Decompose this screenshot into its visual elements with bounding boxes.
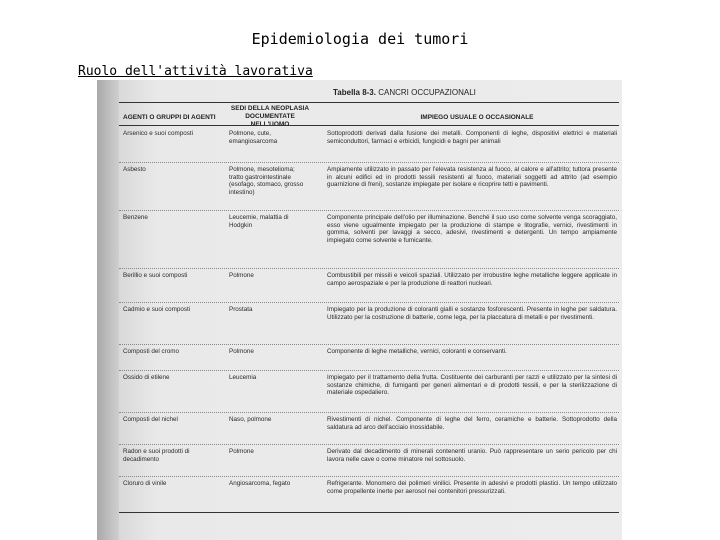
row-site: Leucemie, malattia di Hodgkin bbox=[229, 214, 289, 229]
header-bottom-rule bbox=[119, 125, 619, 126]
row-agent: Cloruro di vinile bbox=[123, 480, 167, 487]
row-use: Impiegato per il trattamento della frutta. Costituente dei carburanti per razzi e utilizzato per la sintesi di sostanze chimiche, di fumiganti per generi alimentari e di prodotti tessili, e per la sterilizzazione di materiale ospedaliero. bbox=[327, 374, 617, 397]
row-site: Polmone bbox=[229, 448, 254, 455]
header-top-rule bbox=[119, 102, 619, 103]
page-edge bbox=[97, 80, 119, 540]
row-site: Polmone, cute, emangiosarcoma bbox=[229, 130, 278, 145]
row-divider bbox=[119, 370, 619, 371]
row-site: Naso, polmone bbox=[229, 416, 272, 423]
scanned-table-image bbox=[97, 80, 622, 540]
row-agent: Cadmio e suoi composti bbox=[123, 306, 191, 313]
row-agent: Composti del nichel bbox=[123, 416, 178, 423]
row-divider bbox=[119, 268, 619, 269]
row-use: Refrigerante. Monomero dei polimeri vinilici. Presente in adesivi e prodotti plastici. Un tempo utilizzato come propellente inerte per aerosol nei contenitori pressurizzati. bbox=[327, 480, 617, 495]
row-use: Ampiamente utilizzato in passato per l'elevata resistenza al fuoco, al calore e all'attrito; tuttora presente in alcuni edifici ed in prodotti tessili resistenti al fuoco, materiali soggetti ad attrito (ad esempio guarnizione di freni), sostanze impiegate per isolare e ricoprire tetti e pavimenti. bbox=[327, 166, 617, 189]
row-divider bbox=[119, 412, 619, 413]
row-divider bbox=[119, 302, 619, 303]
row-use: Impiegato per la produzione di coloranti gialli e sostanze fosforescenti. Presente in leghe per saldatura. Utilizzato per la costruzione di batterie, come lega, per la placcatura di metalli e per rivestimenti. bbox=[327, 306, 617, 321]
row-divider bbox=[119, 444, 619, 445]
row-use: Componente di leghe metalliche, vernici, coloranti e conservanti. bbox=[327, 348, 507, 355]
row-divider bbox=[119, 344, 619, 345]
slide-title: Epidemiologia dei tumori bbox=[251, 30, 469, 48]
slide-subtitle: Ruolo dell'attività lavorativa bbox=[78, 64, 313, 79]
row-divider bbox=[119, 162, 619, 163]
table-caption bbox=[333, 88, 476, 97]
row-site: Polmone, mesotelioma; tratto gastrointestinale (esofago, stomaco, grosso intestino) bbox=[229, 166, 304, 196]
row-use: Componente principale dell'olio per illuminazione. Benché il suo uso come solvente venga scoraggiato, esso viene ugualmente impiegato per la produzione di stampe e litografie, vernici, rivestimenti in gomma, solventi per lavaggi a secco, adesivi, rivestimenti e detergenti. Un tempo ampiamente impiegato come solvente e fumicante. bbox=[327, 214, 617, 244]
table-number: Tabella 8-3. bbox=[333, 88, 376, 97]
row-agent: Benzene bbox=[123, 214, 148, 221]
row-site: Polmone bbox=[229, 272, 254, 279]
table-title: CANCRI OCCUPAZIONALI bbox=[378, 88, 476, 97]
row-agent: Composti del cromo bbox=[123, 348, 179, 355]
header-agent: AGENTI O GRUPPI DI AGENTI bbox=[123, 114, 216, 121]
header-site: SEDI DELLA NEOPLASIA DOCUMENTATE bbox=[230, 105, 310, 120]
row-divider bbox=[119, 476, 619, 477]
table-bottom-rule bbox=[119, 512, 619, 513]
header-use: IMPIEGO USUALE O OCCASIONALE bbox=[420, 114, 534, 121]
row-use: Combustibili per missili e veicoli spaziali. Utilizzato per irrobustire leghe metalliche leggere applicate in campo aerospaziale e per la produzione di reattori nucleari. bbox=[327, 272, 617, 287]
row-divider bbox=[119, 210, 619, 211]
row-use: Derivato dal decadimento di minerali contenenti uranio. Può rappresentare un serio pericolo per chi lavora nelle cave o come minatore nel sottosuolo. bbox=[327, 448, 617, 463]
row-agent: Ossido di etilene bbox=[123, 374, 170, 381]
row-site: Polmone bbox=[229, 348, 254, 355]
row-use: Rivestimenti di nichel. Componente di leghe del ferro, ceramiche e batterie. Sottoprodotto della saldatura ad arco dell'acciaio inossidabile. bbox=[327, 416, 617, 431]
row-agent: Arsenico e suoi composti bbox=[123, 130, 193, 137]
row-site: Angiosarcoma, fegato bbox=[229, 480, 291, 487]
row-agent: Berillio e suoi composti bbox=[123, 272, 188, 279]
row-agent: Radon e suoi prodotti di decadimento bbox=[123, 448, 190, 463]
row-site: Leucemia bbox=[229, 374, 257, 381]
row-site: Prostata bbox=[229, 306, 253, 313]
row-use: Sottoprodotti derivati dalla fusione dei metalli. Componenti di leghe, dispositivi elettrici e materiali semiconduttori, farmaci e erbicidi, fungicidi e bagni per animali bbox=[327, 130, 617, 145]
row-agent: Asbesto bbox=[123, 166, 146, 173]
